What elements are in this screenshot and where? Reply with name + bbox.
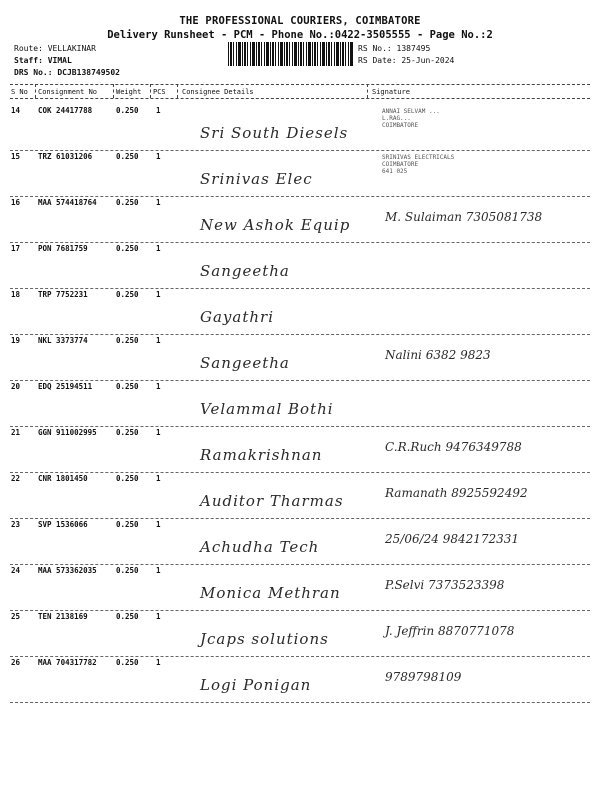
table-row [0, 658, 600, 704]
col-header-sno: S No [11, 88, 28, 96]
serial-number: 19 [11, 336, 21, 345]
row-divider [10, 196, 590, 197]
rs-date-line [358, 56, 454, 65]
pieces-count: 1 [156, 336, 161, 345]
consignee-handwriting: Monica Methran [200, 584, 341, 602]
header-bottom-rule [10, 98, 590, 99]
recipient-signature: M. Sulaiman 7305081738 [385, 210, 543, 224]
consignee-handwriting: Sangeetha [200, 354, 290, 372]
serial-number: 17 [11, 244, 21, 253]
consignee-handwriting: New Ashok Equip [200, 216, 351, 234]
route-line [14, 44, 96, 53]
pieces-count: 1 [156, 290, 161, 299]
consignment-number: MAA 573362035 [38, 566, 97, 575]
rs-no-value: 1387495 [396, 44, 431, 53]
pieces-count: 1 [156, 566, 161, 575]
col-divider [367, 84, 368, 98]
route-label: Route: [14, 44, 43, 53]
row-divider [10, 380, 590, 381]
pieces-count: 1 [156, 152, 161, 161]
consignee-handwriting: Jcaps solutions [200, 630, 329, 648]
serial-number: 23 [11, 520, 21, 529]
consignee-handwriting: Srinivas Elec [200, 170, 313, 188]
weight-value: 0.250 [116, 106, 139, 115]
pieces-count: 1 [156, 474, 161, 483]
weight-value: 0.250 [116, 336, 139, 345]
consignment-number: NKL 3373774 [38, 336, 88, 345]
consignment-number: GGN 911002995 [38, 428, 97, 437]
weight-value: 0.250 [116, 382, 139, 391]
consignment-number: CNR 1801450 [38, 474, 88, 483]
weight-value: 0.250 [116, 612, 139, 621]
table-row [0, 474, 600, 520]
row-divider [10, 610, 590, 611]
table-row [0, 428, 600, 474]
pieces-count: 1 [156, 520, 161, 529]
col-header-consignee: Consignee Details [182, 88, 254, 96]
rubber-stamp: SRINIVAS ELECTRICALS COIMBATORE 641 025 [382, 154, 455, 175]
consignment-number: PON 7681759 [38, 244, 88, 253]
staff-line [14, 56, 72, 65]
table-row [0, 290, 600, 336]
col-header-consignment: Consignment No [38, 88, 98, 96]
drs-line [14, 68, 120, 77]
serial-number: 20 [11, 382, 21, 391]
row-divider [10, 518, 590, 519]
pieces-count: 1 [156, 612, 161, 621]
col-header-signature: Signature [372, 88, 410, 96]
rs-date-label: RS Date: [358, 56, 397, 65]
row-divider [10, 426, 590, 427]
weight-value: 0.250 [116, 566, 139, 575]
col-divider [113, 84, 114, 98]
company-title: THE PROFESSIONAL COURIERS, COIMBATORE [179, 15, 421, 27]
staff-value: VIMAL [47, 56, 72, 65]
header-top-rule [10, 84, 590, 85]
table-row [0, 382, 600, 428]
drs-label: DRS No.: [14, 68, 53, 77]
consignee-handwriting: Logi Ponigan [200, 676, 312, 694]
table-row [0, 520, 600, 566]
staff-label: Staff: [14, 56, 43, 65]
pieces-count: 1 [156, 428, 161, 437]
table-row [0, 198, 600, 244]
weight-value: 0.250 [116, 198, 139, 207]
table-row [0, 244, 600, 290]
consignment-number: COK 24417788 [38, 106, 93, 115]
pieces-count: 1 [156, 382, 161, 391]
row-divider [10, 334, 590, 335]
row-divider [10, 564, 590, 565]
recipient-signature: C.R.Ruch 9476349788 [385, 440, 522, 454]
drs-value: DCJB138749502 [57, 68, 120, 77]
recipient-signature: 25/06/24 9842172331 [385, 532, 520, 546]
serial-number: 14 [11, 106, 21, 115]
consignee-handwriting: Achudha Tech [200, 538, 320, 556]
row-divider [10, 150, 590, 151]
runsheet-subtitle: Delivery Runsheet - PCM - Phone No.:0422-3505555 - Page No.:2 [107, 29, 493, 41]
serial-number: 24 [11, 566, 21, 575]
recipient-signature: J. Jeffrin 8870771078 [385, 624, 515, 638]
consignee-handwriting: Sangeetha [200, 262, 290, 280]
row-divider [10, 288, 590, 289]
row-divider [10, 472, 590, 473]
recipient-signature: Ramanath 8925592492 [385, 486, 528, 500]
consignee-handwriting: Ramakrishnan [200, 446, 323, 464]
table-row [0, 566, 600, 612]
pieces-count: 1 [156, 244, 161, 253]
weight-value: 0.250 [116, 520, 139, 529]
barcode [228, 42, 353, 66]
recipient-signature: Nalini 6382 9823 [385, 348, 491, 362]
pieces-count: 1 [156, 106, 161, 115]
col-header-weight: Weight [116, 88, 142, 96]
consignee-handwriting: Velammal Bothi [200, 400, 334, 418]
serial-number: 22 [11, 474, 21, 483]
row-divider [10, 242, 590, 243]
pieces-count: 1 [156, 658, 161, 667]
serial-number: 15 [11, 152, 21, 161]
serial-number: 18 [11, 290, 21, 299]
weight-value: 0.250 [116, 152, 139, 161]
col-divider [177, 84, 178, 98]
serial-number: 25 [11, 612, 21, 621]
consignment-number: TEN 2138169 [38, 612, 88, 621]
rubber-stamp: ANNAI SELVAM ... L.RAG... COIMBATORE [382, 108, 440, 129]
row-divider [10, 702, 590, 703]
consignment-number: TRZ 61031206 [38, 152, 93, 161]
weight-value: 0.250 [116, 428, 139, 437]
weight-value: 0.250 [116, 474, 139, 483]
serial-number: 26 [11, 658, 21, 667]
table-row [0, 336, 600, 382]
recipient-signature: P.Selvi 7373523398 [385, 578, 505, 592]
col-divider [35, 84, 36, 98]
consignment-number: SVP 1536066 [38, 520, 88, 529]
serial-number: 21 [11, 428, 21, 437]
rs-no-label: RS No.: [358, 44, 392, 53]
col-divider [150, 84, 151, 98]
route-value: VELLAKINAR [47, 44, 96, 53]
rs-date-value: 25-Jun-2024 [401, 56, 455, 65]
col-header-pcs: PCS [153, 88, 166, 96]
consignment-number: MAA 574418764 [38, 198, 97, 207]
consignee-handwriting: Sri South Diesels [200, 124, 349, 142]
recipient-signature: 9789798109 [385, 670, 462, 684]
serial-number: 16 [11, 198, 21, 207]
table-row [0, 106, 600, 152]
consignee-handwriting: Auditor Tharmas [200, 492, 344, 510]
table-row [0, 612, 600, 658]
row-divider [10, 656, 590, 657]
weight-value: 0.250 [116, 290, 139, 299]
weight-value: 0.250 [116, 244, 139, 253]
pieces-count: 1 [156, 198, 161, 207]
consignee-handwriting: Gayathri [200, 308, 274, 326]
consignment-number: EDQ 25194511 [38, 382, 93, 391]
weight-value: 0.250 [116, 658, 139, 667]
consignment-number: MAA 704317782 [38, 658, 97, 667]
consignment-number: TRP 7752231 [38, 290, 88, 299]
table-row [0, 152, 600, 198]
rs-no-line [358, 44, 430, 53]
